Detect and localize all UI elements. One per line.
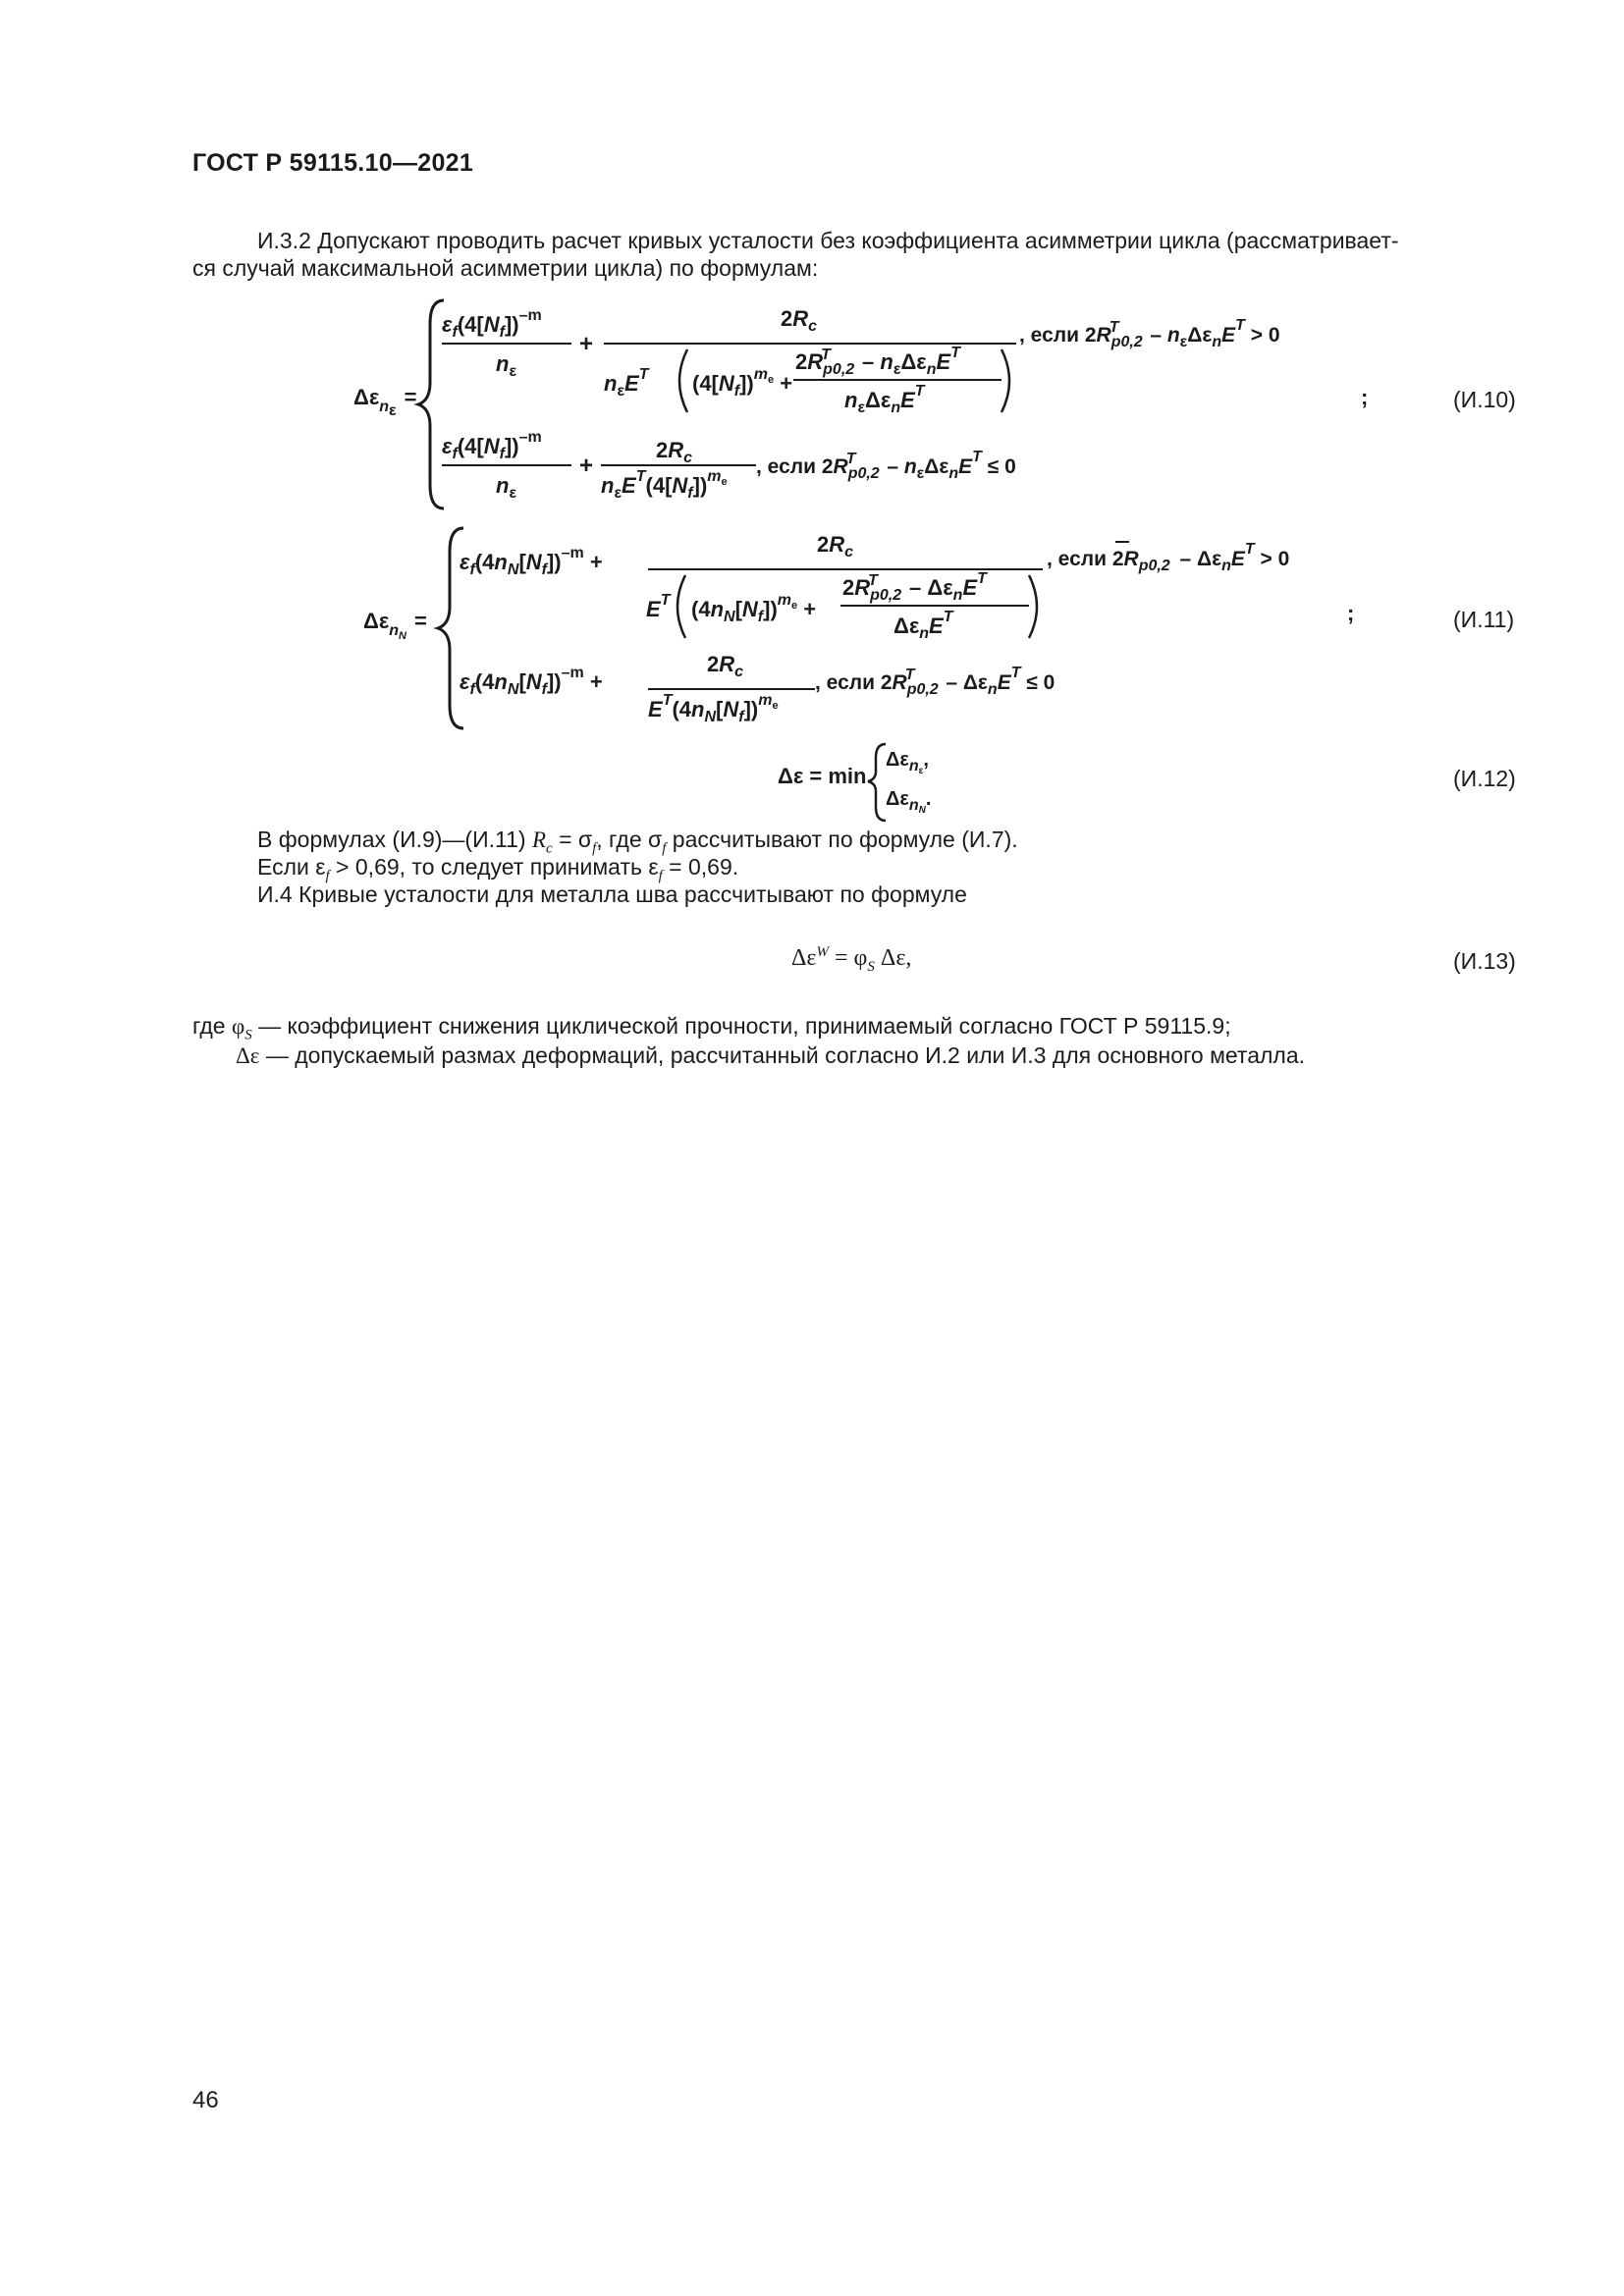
lhs10: $\Delta\varepsilon_n\varepsilon=$ [353,385,417,419]
svg-text:nεΔεnET: $n_\varepsilon\Delta\varepsilon_nE^T$ [844,383,925,416]
svg-text:, если 2Rp0,2 – ΔεnET > 0: , если $2R_{p0,2} - \Delta\varepsilon_nE^T > 0$ [1047,541,1290,574]
page-number: 46 [192,2087,219,2113]
eq-number-11: (И.11) [1453,607,1515,632]
svg-text:2Rc: $2R_c$ [707,652,744,680]
svg-text:Δε = min: Δε = min [778,764,867,788]
formula-i13: $\Delta\varepsilon^W = \varphi_S$ Δε, [791,944,912,975]
svg-text:2Rc: $2R_c$ [817,532,854,561]
eq-number-13: (И.13) [1453,948,1516,974]
svg-text:+: + [579,331,594,357]
svg-text:εf(4[Nf])–m: $\varepsilon_f(4[N_f])^{-m}$ [442,429,542,462]
where-line-1: где $\varphi_S$ — коэффициент снижения циклической прочности, принимаемый согласно ГОСТ Р 59115.9; [192,1013,1231,1043]
svg-text:2Rc: $2R_c$ [781,306,818,335]
formula-i10 [353,300,1368,508]
svg-text:ΔεnET: $\Delta\varepsilon_nE^T$ [893,609,953,642]
svg-text:, если 2Rp0,2T – nεΔεnET ≤ 0: , если $2R_{p0,2}T - n_\varepsilon\Delta\varepsilon_nE^T \le 0$ [756,449,1016,482]
formula-i12 [778,744,931,821]
svg-text:ΔεnN.: $\Delta\varepsilon_nN$. [886,788,932,816]
note-line-3: И.4 Кривые усталости для металла шва рассчитывают по формуле [257,881,967,907]
note-line-2: Если $\varepsilon_f > 0,69$, то следует принимать $\varepsilon_f = 0,69$. [257,854,739,884]
svg-text:;: ; [1361,385,1369,409]
case1-num: $\varepsilon_f(4[N_f])^{-m}$ [442,307,542,341]
svg-text:ET: $E^T$ [646,592,671,621]
intro-line-1: И.3.2 Допускают проводить расчет кривых усталости без коэффициента асимметрии цикла (рассматривает- [257,228,1399,253]
svg-text:εf(4nN[Nf])–m +: $\varepsilon_f(4n_N[N_f])^{-m}$ + [460,545,603,578]
svg-text:(4nN[Nf])me +: $(4n_N[N_f])^me$ + [691,592,817,625]
svg-text:nε: $n_\varepsilon$ [496,351,517,380]
svg-text:, если 2Rp0,2T – nεΔεnET > 0: , если $2R_{p0,2}T - n_\varepsilon\Delta\varepsilon_nE^T > 0$ [1019,317,1280,350]
formula-i11 [363,528,1354,728]
where-line-2: Δε — допускаемый размах деформаций, рассчитанный согласно И.2 или И.3 для основного металла. [236,1042,1306,1068]
svg-text:(4[Nf])me +: $(4[N_f])^me$ + [692,366,793,400]
svg-text:2Rp0,2T – nεΔεnET: $2R_{p0,2}T - n_\varepsilon\Delta\varepsilon_nE^T$ [795,345,960,378]
svg-text:nεET(4[Nf])me: $n_\varepsilon E^T(4[N_f])^me$ [601,468,728,502]
svg-text:;: ; [1347,601,1355,625]
svg-text:εf(4nN[Nf])–m +: $\varepsilon_f(4n_N[N_f])^{-m}$ + [460,665,603,698]
formula-block [0,285,1624,834]
brace-10 [418,300,444,508]
intro-line-2: ся случай максимальной асимметрии цикла) по формулам: [192,255,819,281]
svg-text:2Rc: $2R_c$ [656,438,693,466]
eq-number-10: (И.10) [1453,387,1516,412]
svg-text:+: + [579,453,594,479]
document-header: ГОСТ Р 59115.10—2021 [192,149,474,177]
svg-text:, если 2Rp0,2T – ΔεnET ≤ 0: , если $2R_{p0,2}T - \Delta\varepsilon_nE^T \le 0$ [815,665,1056,698]
svg-text:Δεnε,: $\Delta\varepsilon_n\varepsilon$, [886,749,929,776]
note-line-1: В формулах (И.9)—(И.11) $R_c = \sigma_f$, где $\sigma_f$ рассчитывают по формуле (И.7). [257,827,1018,857]
svg-text:ΔεnN=: $\Delta\varepsilon_nN=$ [363,609,427,642]
eq-number-12: (И.12) [1453,766,1516,791]
svg-text:ET(4nN[Nf])me: $E^T(4n_N[N_f])^me$ [648,692,779,725]
svg-text:nε: $n_\varepsilon$ [496,473,517,502]
svg-text:2Rp0,2T – ΔεnET: $2R_{p0,2}T - \Delta\varepsilon_nE^T$ [842,570,987,604]
svg-text:nεET: $n_\varepsilon E^T$ [604,366,649,400]
